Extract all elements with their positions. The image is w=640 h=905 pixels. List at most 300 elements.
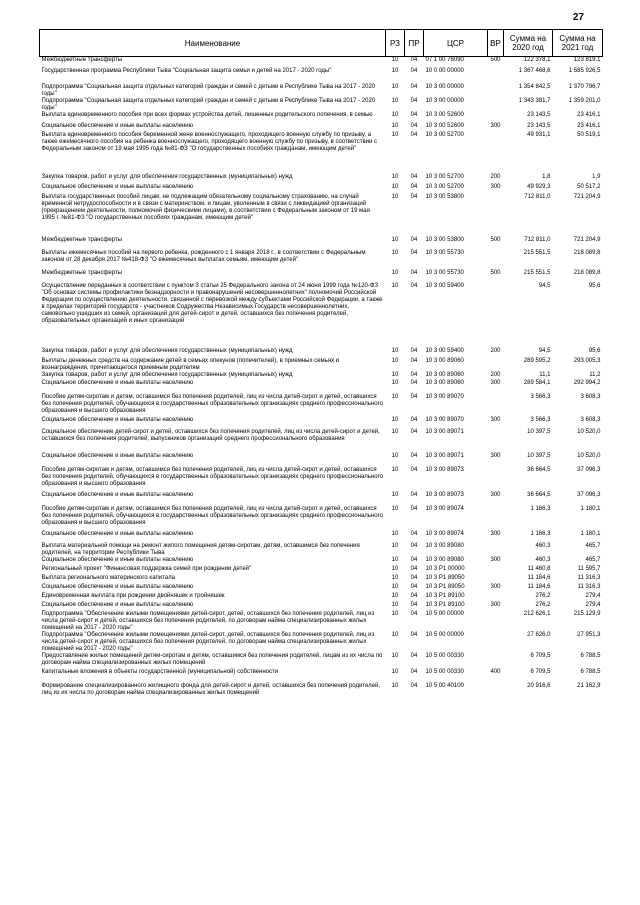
cell-rz: 10: [391, 452, 399, 459]
cell-sum2020: 49 929,3: [527, 183, 551, 190]
table-row: [40, 132, 603, 174]
cell-pr: 04: [410, 269, 418, 276]
cell-pr: 04: [410, 249, 418, 256]
cell-pr: 04: [410, 682, 418, 689]
cell-rz: 10: [391, 131, 399, 138]
cell-csr: 10 3 00 89073: [425, 466, 464, 473]
cell-pr: 04: [410, 452, 418, 459]
cell-sum2021: 3 608,3: [580, 393, 601, 400]
cell-sum2021: 218 089,8: [573, 249, 601, 256]
cell-sum2021: 292 994,2: [573, 379, 601, 386]
cell-vr: 500: [490, 236, 501, 243]
cell-csr: 10 3 00 89071: [425, 452, 464, 459]
cell-rz: 10: [391, 83, 399, 90]
cell-csr: 10 3 00 52700: [425, 173, 464, 180]
cell-name: Социальное обеспечение и иные выплаты населению: [41, 452, 194, 459]
cell-sum2020: 20 916,6: [527, 682, 551, 689]
cell-vr: [488, 429, 504, 453]
cell-csr: 10 5 00 00000: [425, 631, 464, 638]
cell-name: Социальное обеспечение и иные выплаты населению: [41, 183, 194, 190]
cell-rz: 10: [391, 466, 399, 473]
cell-rz: 10: [391, 173, 399, 180]
cell-sum2021: 1 180,1: [580, 530, 601, 537]
cell-csr: 10 3 00 89080: [425, 542, 464, 549]
cell-vr: 400: [490, 668, 501, 675]
cell-rz: 10: [391, 583, 399, 590]
table-row: [40, 531, 603, 543]
cell-name: Государственная программа Республики Тыва "Социальная защита семьи и детей на 2017 - 2020 годы": [41, 67, 332, 74]
cell-sum2020: 11 184,6: [527, 574, 551, 581]
cell-sum2021: 21 162,9: [577, 682, 601, 689]
cell-vr: 300: [490, 379, 501, 386]
col-header-pr: ПР: [405, 30, 424, 57]
cell-sum2020: 460,3: [535, 556, 551, 563]
cell-pr: 04: [410, 371, 418, 378]
cell-sum2021: 279,4: [585, 592, 601, 599]
cell-vr: 200: [490, 173, 501, 180]
cell-rz: 10: [391, 556, 399, 563]
cell-pr: 04: [410, 131, 418, 138]
cell-rz: 10: [391, 379, 399, 386]
table-row: [40, 611, 603, 632]
cell-name: Подпрограмма "Обеспечение жилыми помещениями детей-сирот, детей, оставшихся без попечения родителей, лиц из числа детей-сирот и детей, оставшихся без попечения родителей, по договорам найма специализированных жилых помещений на 2017 - 2020 годы": [41, 610, 375, 631]
cell-name: Подпрограмма "Социальная защита отдельных категорий граждан и семей с детьми в Республике Тыва на 2017 - 2020 годы": [41, 83, 376, 97]
cell-pr: 04: [410, 122, 418, 129]
cell-sum2021: 37 096,3: [577, 466, 601, 473]
cell-name: Социальное обеспечение и иные выплаты населению: [41, 601, 194, 608]
cell-vr: 500: [490, 57, 501, 63]
cell-name: Социальное обеспечение детей-сирот и детей, оставшихся без попечения родителей, лиц из числа детей-сирот и детей, оставшихся без попечения родителей, выпускников организаций среднего профессионального образования: [41, 428, 380, 442]
cell-pr: 04: [410, 565, 418, 572]
col-header-sum2020: Сумма на 2020 год: [504, 30, 553, 57]
cell-name: Социальное обеспечение и иные выплаты населению: [41, 583, 194, 590]
cell-vr: [488, 250, 504, 270]
table-row: [40, 283, 603, 348]
cell-rz: 10: [391, 236, 399, 243]
cell-name: Пособие детям-сиротам и детям, оставшимся без попечения родителей, лиц из числа детей-сирот и детей, оставшихся без попечения родителей, обучающихся в государственных образовательных организациях среднего профессионального образования и высшего образования: [41, 393, 383, 414]
cell-sum2021: 721 204,9: [573, 236, 601, 243]
cell-pr: 04: [410, 393, 418, 400]
col-header-rz: РЗ: [386, 30, 405, 57]
cell-csr: 10 5 00 00330: [425, 668, 464, 675]
cell-sum2020: 1 166,3: [530, 505, 551, 512]
cell-sum2021: 1 370 796,7: [568, 83, 601, 90]
cell-csr: 10 3 00 89071: [425, 428, 464, 435]
cell-vr: [488, 194, 504, 237]
cell-pr: 04: [410, 530, 418, 537]
cell-sum2020: 23 143,5: [527, 111, 551, 118]
cell-csr: 10 5 00 00000: [425, 610, 464, 617]
cell-name: Закупка товаров, работ и услуг для обеспечения государственных (муниципальных) нужд: [41, 173, 293, 180]
cell-sum2021: 1 359 201,0: [568, 97, 601, 104]
cell-pr: 04: [410, 601, 418, 608]
cell-csr: 10 3 00 59400: [425, 347, 464, 354]
cell-name: Межбюджетные трансферты: [41, 57, 123, 63]
cell-vr: [488, 112, 504, 123]
cell-sum2021: 6 788,5: [580, 652, 601, 659]
page-number: 27: [572, 12, 584, 23]
cell-name: Социальное обеспечение и иные выплаты населению: [41, 491, 194, 498]
cell-sum2020: 10 397,5: [527, 452, 551, 459]
cell-sum2020: 36 664,5: [527, 466, 551, 473]
cell-sum2021: 10 520,0: [577, 452, 601, 459]
table-row: [40, 492, 603, 506]
cell-name: Закупка товаров, работ и услуг для обеспечения государственных (муниципальных) нужд: [41, 347, 293, 354]
cell-vr: [488, 566, 504, 575]
cell-sum2021: 293 005,3: [573, 357, 601, 364]
cell-sum2021: 50 517,2: [577, 183, 601, 190]
table-row: [40, 467, 603, 492]
cell-sum2020: 212 626,1: [523, 610, 551, 617]
table-row: [40, 429, 603, 453]
table-row: [40, 98, 603, 112]
table-row: [40, 394, 603, 417]
cell-rz: 10: [391, 249, 399, 256]
budget-table: [39, 29, 603, 697]
cell-rz: 10: [391, 282, 399, 289]
cell-rz: 10: [391, 601, 399, 608]
cell-csr: 10 3 00 52600: [425, 111, 464, 118]
cell-sum2021: 11 316,3: [577, 574, 601, 581]
cell-sum2020: 23 143,5: [527, 122, 551, 129]
cell-vr: [488, 543, 504, 557]
cell-name: Выплата государственных пособий лицам, не подлежащим обязательному социальному страхованию, на случай временной нетрудоспособности и в связи с материнством, и лицам, уволенным в связи с ликвидацией организаций (прекращением деятельности, полномочий физическими лицами), в соответствии с Федеральным законом от 19 мая 1995 г. №81-ФЗ "О государственных пособиях гражданам, имеющим детей": [41, 193, 370, 221]
cell-vr: [488, 611, 504, 632]
cell-rz: 10: [391, 574, 399, 581]
cell-pr: 04: [410, 610, 418, 617]
cell-vr: 300: [490, 583, 501, 590]
cell-rz: 10: [391, 97, 399, 104]
cell-name: Капитальные вложения в объекты государственной (муниципальной) собственности: [41, 668, 279, 675]
cell-pr: 04: [410, 282, 418, 289]
cell-vr: [488, 98, 504, 112]
cell-name: Предоставление жилых помещений детям-сиротам и детям, оставшимся без попечения родителей, лицам из их числа по договорам найма специализированных жилых помещений: [41, 652, 383, 666]
cell-vr: 300: [490, 556, 501, 563]
cell-sum2021: 721 204,9: [573, 193, 601, 200]
col-header-vr: ВР: [488, 30, 504, 57]
cell-sum2020: 1 354 842,5: [518, 83, 551, 90]
cell-vr: [488, 632, 504, 653]
cell-name: Социальное обеспечение и иные выплаты населению: [41, 122, 194, 129]
cell-pr: 04: [410, 67, 418, 74]
cell-rz: 10: [391, 491, 399, 498]
cell-vr: 200: [490, 371, 501, 378]
cell-sum2021: 37 096,3: [577, 491, 601, 498]
cell-sum2021: 1 585 926,5: [568, 67, 601, 74]
cell-vr: [488, 394, 504, 417]
cell-rz: 10: [391, 428, 399, 435]
cell-name: Закупка товаров, работ и услуг для обеспечения государственных (муниципальных) нужд: [41, 371, 293, 378]
cell-vr: 300: [490, 530, 501, 537]
cell-name: Формирование специализированного жилищного фонда для детей-сирот и детей, оставшихся без попечения родителей, лиц из их числа по договорам найма специализированных жилых помещений: [41, 682, 381, 696]
table-row: [40, 57, 603, 68]
cell-rz: 10: [391, 565, 399, 572]
cell-rz: 10: [391, 269, 399, 276]
cell-vr: [488, 683, 504, 697]
cell-rz: 10: [391, 122, 399, 129]
table-row: [40, 380, 603, 394]
cell-sum2021: 23 416,1: [577, 111, 601, 118]
cell-csr: 10 3 00 89060: [425, 371, 464, 378]
table-row: [40, 632, 603, 653]
cell-name: Подпрограмма "Обеспечение жилыми помещениями детей-сирот, детей, оставшихся без попечения родителей, лиц из числа детей-сирот и детей, оставшихся без попечения родителей, по договорам найма специализированных жилых помещений на 2017 - 2020 годы": [41, 631, 375, 652]
cell-rz: 10: [391, 652, 399, 659]
cell-csr: 10 3 00 89060: [425, 357, 464, 364]
cell-csr: 10 3 00 89074: [425, 505, 464, 512]
table-row: [40, 653, 603, 669]
cell-sum2021: 3 608,3: [580, 416, 601, 423]
table-row: [40, 575, 603, 584]
cell-sum2020: 276,2: [535, 601, 551, 608]
cell-sum2020: 215 551,5: [523, 249, 551, 256]
cell-pr: 04: [410, 631, 418, 638]
cell-name: Выплата материальной помощи на ремонт жилого помещения детям-сиротам, детям, оставшимся без попечения родителей, на территории Республики Тыва: [41, 542, 360, 556]
cell-name: Пособие детям-сиротам и детям, оставшимся без попечения родителей, лиц из числа детей-сирот и детей, оставшихся без попечения родителей, обучающихся в государственных образовательных организациях среднего профессионального образования и высшего образования: [41, 505, 383, 526]
cell-name: Региональный проект "Финансовая поддержка семей при рождении детей": [41, 565, 252, 572]
cell-pr: 04: [410, 97, 418, 104]
cell-name: Межбюджетные трансферты: [41, 269, 123, 276]
cell-rz: 10: [391, 67, 399, 74]
cell-csr: 07 1 00 76090: [425, 57, 464, 63]
cell-pr: 04: [410, 236, 418, 243]
table-row: [40, 123, 603, 132]
cell-pr: 04: [410, 111, 418, 118]
cell-sum2020: 11 460,8: [527, 565, 551, 572]
cell-csr: 10 3 00 00000: [425, 83, 464, 90]
cell-sum2020: 1 343 381,7: [518, 97, 551, 104]
cell-sum2020: 3 566,3: [530, 393, 551, 400]
table-row: [40, 358, 603, 372]
cell-pr: 04: [410, 574, 418, 581]
cell-sum2020: 460,3: [535, 542, 551, 549]
cell-pr: 04: [410, 505, 418, 512]
col-header-name: Наименование: [40, 30, 386, 57]
cell-csr: 10 3 00 89073: [425, 491, 464, 498]
cell-sum2021: 27 951,3: [577, 631, 601, 638]
table-row: [40, 68, 603, 84]
cell-rz: 10: [391, 57, 399, 63]
cell-vr: [488, 358, 504, 372]
cell-pr: 04: [410, 173, 418, 180]
cell-csr: 10 3 00 89080: [425, 556, 464, 563]
table-row: [40, 184, 603, 194]
cell-vr: [488, 84, 504, 98]
cell-pr: 04: [410, 347, 418, 354]
cell-pr: 04: [410, 491, 418, 498]
cell-sum2020: 36 664,5: [527, 491, 551, 498]
cell-pr: 04: [410, 416, 418, 423]
cell-csr: 10 3 P1 89100: [425, 601, 465, 608]
cell-vr: [488, 593, 504, 602]
cell-rz: 10: [391, 631, 399, 638]
cell-rz: 10: [391, 193, 399, 200]
cell-vr: 300: [490, 416, 501, 423]
cell-sum2020: 1 367 468,6: [518, 67, 551, 74]
cell-vr: 500: [490, 269, 501, 276]
cell-vr: [488, 283, 504, 348]
table-row: [40, 453, 603, 467]
table-row: [40, 417, 603, 429]
cell-sum2020: 1 166,3: [530, 530, 551, 537]
cell-sum2020: 276,2: [535, 592, 551, 599]
cell-csr: 10 3 00 89074: [425, 530, 464, 537]
table-row: [40, 84, 603, 98]
cell-pr: 04: [410, 193, 418, 200]
table-row: [40, 348, 603, 358]
table-row: [40, 683, 603, 697]
cell-pr: 04: [410, 652, 418, 659]
cell-sum2020: 289 584,1: [523, 379, 551, 386]
cell-name: Социальное обеспечение и иные выплаты населению: [41, 530, 194, 537]
cell-name: Межбюджетные трансферты: [41, 236, 123, 243]
cell-csr: 10 3 00 52700: [425, 183, 464, 190]
cell-csr: 10 3 00 59400: [425, 282, 464, 289]
cell-name: Осуществление переданных в соответствии с пунктом 3 статьи 25 Федерального закона от 24 июня 1999 года №120-ФЗ "Об основах системы профилактики безнадзорности и правонарушений несовершеннолетних" полномочий Российской Федерации по осуществлению деятельности, связанной с перевозкой между субъектами Российской Федерации, а также в пределах территорий государств - участников Содружества Независимых Государств несовершеннолетних, самовольно ушедших из семей, организаций для детей-сирот и детей, оставшихся без попечения родителей, образовательных организаций и иных организаций: [41, 282, 383, 324]
cell-rz: 10: [391, 357, 399, 364]
cell-csr: 10 3 P1 89100: [425, 592, 465, 599]
cell-sum2021: 215 129,9: [573, 610, 601, 617]
cell-sum2021: 465,7: [585, 542, 601, 549]
cell-name: Пособие детям-сиротам и детям, оставшимся без попечения родителей, лиц из числа детей-сирот и детей, оставшихся без попечения родителей, обучающихся в государственных образовательных организациях среднего профессионального образования и высшего образования: [41, 466, 383, 487]
cell-sum2020: 49 931,1: [527, 131, 551, 138]
cell-csr: 10 3 00 53800: [425, 193, 464, 200]
cell-rz: 10: [391, 393, 399, 400]
cell-sum2020: 11 184,6: [527, 583, 551, 590]
cell-pr: 04: [410, 542, 418, 549]
cell-pr: 04: [410, 592, 418, 599]
cell-rz: 10: [391, 416, 399, 423]
cell-sum2020: 11,1: [539, 371, 551, 378]
table-row: [40, 194, 603, 237]
cell-rz: 10: [391, 371, 399, 378]
cell-vr: [488, 467, 504, 492]
cell-vr: [488, 68, 504, 84]
cell-rz: 10: [391, 592, 399, 599]
cell-vr: [488, 653, 504, 669]
cell-vr: 300: [490, 491, 501, 498]
table-row: [40, 174, 603, 184]
table-row: [40, 543, 603, 557]
cell-name: Выплаты денежных средств на содержание детей в семьях опекунов (попечителей), в приемных семьях и вознаграждения, причитающегося приемным родителям: [41, 357, 339, 371]
cell-vr: 300: [490, 601, 501, 608]
cell-csr: 10 5 00 00330: [425, 652, 464, 659]
cell-csr: 10 3 00 89070: [425, 416, 464, 423]
table-row: [40, 566, 603, 575]
cell-sum2020: 94,5: [538, 347, 551, 354]
cell-sum2020: 94,5: [538, 282, 551, 289]
table-row: [40, 602, 603, 611]
cell-sum2021: 10 520,0: [577, 428, 601, 435]
cell-rz: 10: [391, 530, 399, 537]
cell-sum2021: 50 519,1: [577, 131, 601, 138]
cell-sum2020: 10 397,5: [527, 428, 551, 435]
cell-sum2020: 3 566,3: [530, 416, 551, 423]
table-row: [40, 669, 603, 683]
cell-sum2021: 95,6: [588, 347, 601, 354]
cell-sum2021: 11 595,7: [577, 565, 601, 572]
cell-pr: 04: [410, 583, 418, 590]
table-row: [40, 506, 603, 531]
cell-csr: 10 5 00 40100: [425, 682, 464, 689]
cell-csr: 10 3 00 00000: [425, 97, 464, 104]
cell-sum2020: 1,8: [542, 173, 551, 180]
cell-vr: [488, 575, 504, 584]
table-row: [40, 584, 603, 593]
cell-pr: 04: [410, 668, 418, 675]
cell-pr: 04: [410, 57, 418, 63]
cell-sum2021: 1,9: [592, 173, 601, 180]
cell-name: Выплата регионального материнского капитала: [41, 574, 175, 581]
cell-rz: 10: [391, 668, 399, 675]
cell-csr: 10 3 00 52600: [425, 122, 464, 129]
cell-csr: 10 3 P1 89050: [425, 583, 465, 590]
cell-sum2021: 23 416,1: [577, 122, 601, 129]
col-header-sum2021: Сумма на 2021 год: [553, 30, 603, 57]
table-row: [40, 557, 603, 566]
cell-sum2021: 11 316,3: [577, 583, 601, 590]
cell-sum2021: 95,6: [588, 282, 601, 289]
cell-sum2020: 27 626,0: [527, 631, 551, 638]
cell-pr: 04: [410, 428, 418, 435]
cell-vr: 300: [490, 122, 501, 129]
cell-pr: 04: [410, 83, 418, 90]
cell-name: Выплата единовременного пособия беременной жене военнослужащего, проходящего военную службу по призыву, а также ежемесячного пособия на ребенка военнослужащего, проходящего военную службу по призыву, в соответствии с Федеральным законом от 19 мая 1995 года №81-ФЗ "О государственных пособиях гражданам, имеющим детей": [41, 131, 378, 152]
cell-vr: [488, 132, 504, 174]
cell-sum2021: 279,4: [585, 601, 601, 608]
cell-sum2020: 122 378,1: [523, 57, 551, 63]
cell-csr: 10 3 00 53800: [425, 236, 464, 243]
cell-pr: 04: [410, 466, 418, 473]
cell-sum2021: 11,2: [589, 371, 601, 378]
cell-rz: 10: [391, 542, 399, 549]
table-header-row: [40, 30, 603, 57]
cell-name: Социальное обеспечение и иные выплаты населению: [41, 379, 194, 386]
cell-pr: 04: [410, 379, 418, 386]
cell-csr: 10 3 P1 89050: [425, 574, 465, 581]
cell-sum2021: 123 819,1: [573, 57, 601, 63]
cell-pr: 04: [410, 357, 418, 364]
cell-sum2020: 6 709,5: [530, 668, 551, 675]
table-row: [40, 270, 603, 283]
cell-vr: 200: [490, 347, 501, 354]
cell-pr: 04: [410, 183, 418, 190]
cell-name: Социальное обеспечение и иные выплаты населению: [41, 416, 194, 423]
cell-name: Подпрограмма "Социальная защита отдельных категорий граждан и семей с детьми в Республике Тыва на 2017 - 2020 годы": [41, 97, 376, 111]
cell-name: Единовременная выплата при рождении двойняшек и тройняшек: [41, 592, 225, 599]
cell-sum2020: 289 595,2: [523, 357, 551, 364]
col-header-csr: ЦСР: [424, 30, 488, 57]
cell-sum2020: 712 811,0: [524, 236, 551, 243]
table-row: [40, 593, 603, 602]
cell-sum2020: 215 551,5: [523, 269, 551, 276]
table-row: [40, 250, 603, 270]
table-row: [40, 112, 603, 123]
cell-csr: 10 0 00 00000: [425, 67, 464, 74]
cell-csr: 10 3 00 89070: [425, 393, 464, 400]
cell-sum2020: 6 709,5: [530, 652, 551, 659]
cell-csr: 10 3 00 55730: [425, 249, 464, 256]
cell-sum2021: 465,7: [585, 556, 601, 563]
cell-rz: 10: [391, 347, 399, 354]
cell-vr: 300: [490, 183, 501, 190]
cell-name: Выплата единовременного пособия при всех формах устройства детей, лишенных родительского попечения, в семью: [41, 111, 373, 118]
cell-sum2021: 218 089,8: [573, 269, 601, 276]
cell-sum2021: 1 180,1: [580, 505, 601, 512]
cell-csr: 10 3 00 55730: [425, 269, 464, 276]
table-row: [40, 372, 603, 380]
cell-csr: 10 3 00 89060: [425, 379, 464, 386]
cell-rz: 10: [391, 682, 399, 689]
